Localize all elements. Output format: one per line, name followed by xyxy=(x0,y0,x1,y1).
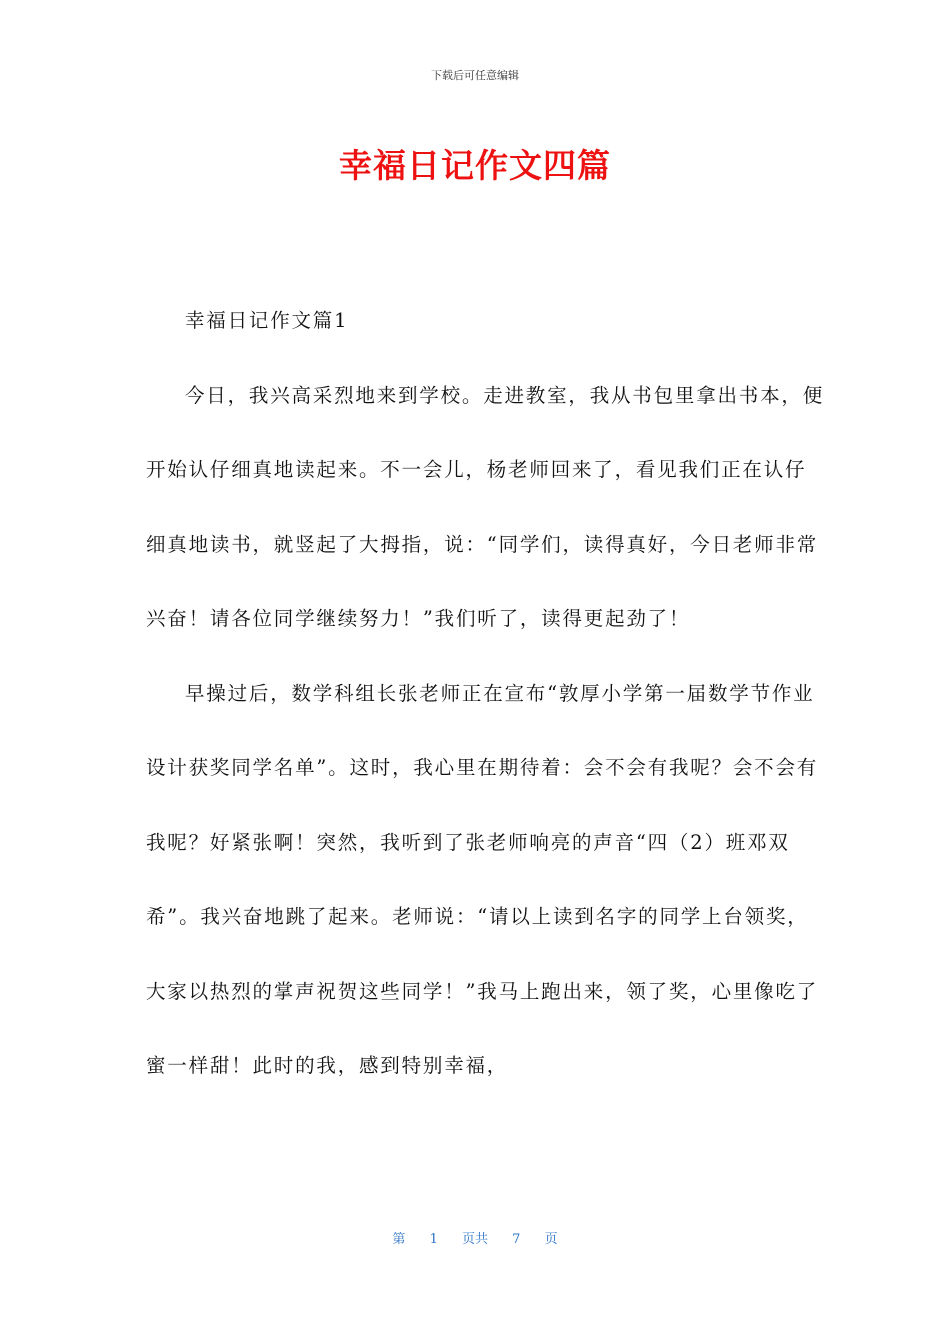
paragraph-2: 早操过后，数学科组长张老师正在宣布“敦厚小学第一届数学节作业设计获奖同学名单”。这时，我心里在期待着：会不会有我呢？会不会有我呢？好紧张啊！突然，我听到了张老师响亮的声音“四（2）班邓双希”。我兴奋地跳了起来。老师说：“请以上读到名字的同学上台领奖，大家以热烈的掌声祝贺这些同学！”我马上跑出来，领了奖，心里像吃了蜜一样甜！此时的我，感到特别幸福， xyxy=(146,681,819,1077)
page-suffix: 页 xyxy=(544,1232,558,1247)
paragraph-1: 今日，我兴高采烈地来到学校。走进教室，我从书包里拿出书本，便开始认仔细真地读起来。不一会儿，杨老师回来了，看见我们正在认仔细真地读书，就竖起了大拇指，说：“同学们，读得真好，今日老师非常兴奋！请各位同学继续努力！”我们听了，读得更起劲了！ xyxy=(146,383,825,630)
section-heading: 幸福日记作文篇1 xyxy=(185,309,349,332)
page-footer xyxy=(0,1230,950,1250)
page-label: 第 xyxy=(392,1232,406,1247)
header-note: 下载后可任意编辑 xyxy=(431,69,519,82)
document-body xyxy=(146,284,826,1104)
document-title: 幸福日记作文四篇 xyxy=(339,146,611,185)
page-current: 1 xyxy=(429,1232,438,1247)
page-total: 7 xyxy=(512,1232,521,1247)
page-total-label: 页共 xyxy=(461,1232,488,1247)
